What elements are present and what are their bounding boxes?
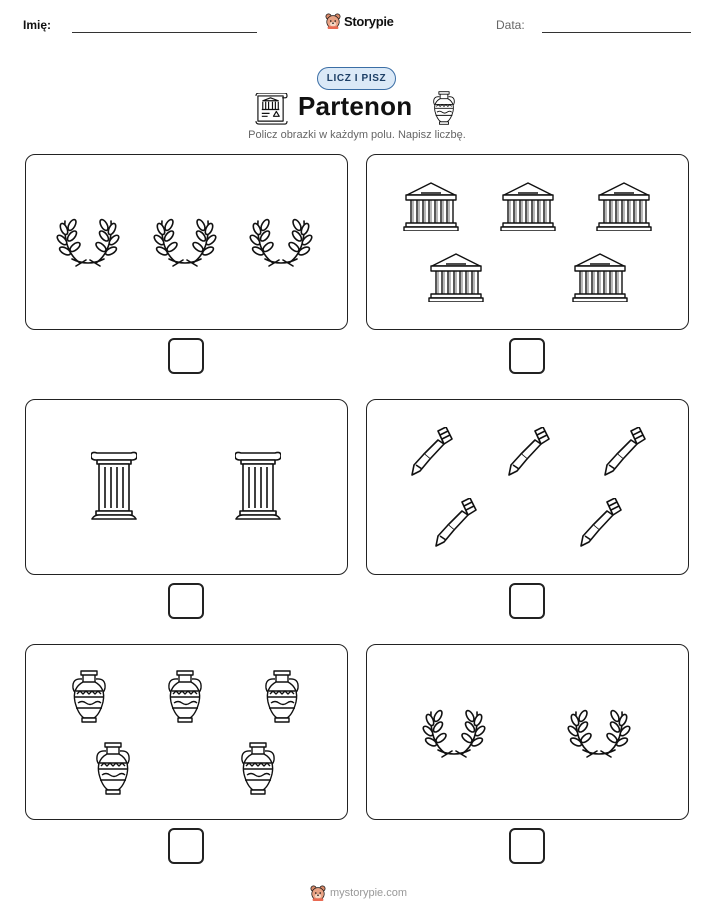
chisel-icon <box>603 427 647 477</box>
answer-box-6[interactable] <box>509 828 545 864</box>
bear-logo-icon <box>310 884 326 902</box>
name-write-line[interactable] <box>72 32 257 33</box>
instructions: Policz obrazki w każdym polu. Napisz liczbę. <box>248 129 466 141</box>
amphora-icon <box>431 91 457 125</box>
chisel-icon <box>410 427 454 477</box>
chisel-icon <box>434 498 478 548</box>
answer-box-4[interactable] <box>509 583 545 619</box>
temple-icon <box>428 252 484 302</box>
amphora-icon <box>94 742 132 795</box>
laurel-wreath-icon <box>567 702 631 762</box>
count-panel-6 <box>366 644 689 820</box>
answer-box-3[interactable] <box>168 583 204 619</box>
date-label: Data: <box>496 18 525 32</box>
page-title: Partenon <box>298 91 413 121</box>
laurel-wreath-icon <box>153 211 217 271</box>
brand-name: Storypie <box>344 13 394 29</box>
count-panel-2 <box>366 154 689 330</box>
footer-url[interactable]: mystorypie.com <box>330 887 408 899</box>
answer-box-5[interactable] <box>168 828 204 864</box>
chisel-icon <box>507 427 551 477</box>
answer-box-1[interactable] <box>168 338 204 374</box>
answer-box-2[interactable] <box>509 338 545 374</box>
name-label: Imię: <box>23 18 52 32</box>
footer <box>310 884 407 902</box>
count-panel-4 <box>366 399 689 575</box>
temple-icon <box>572 252 628 302</box>
laurel-wreath-icon <box>56 211 120 271</box>
temple-icon <box>500 181 556 231</box>
column-icon <box>91 451 137 521</box>
scroll-icon <box>254 93 289 125</box>
amphora-icon <box>239 742 277 795</box>
laurel-wreath-icon <box>422 702 486 762</box>
amphora-icon <box>166 670 204 723</box>
laurel-wreath-icon <box>249 211 313 271</box>
count-panel-3 <box>25 399 348 575</box>
temple-icon <box>403 181 459 231</box>
title-row <box>0 91 714 125</box>
amphora-icon <box>70 670 108 723</box>
bear-logo-icon <box>325 12 341 30</box>
temple-icon <box>596 181 652 231</box>
activity-badge: LICZ I PISZ <box>317 67 396 90</box>
amphora-icon <box>263 670 301 723</box>
count-panel-5 <box>25 644 348 820</box>
chisel-icon <box>579 498 623 548</box>
column-icon <box>235 451 281 521</box>
count-panel-1 <box>25 154 348 330</box>
date-write-line[interactable] <box>542 32 691 33</box>
storypie-logo <box>325 12 394 30</box>
